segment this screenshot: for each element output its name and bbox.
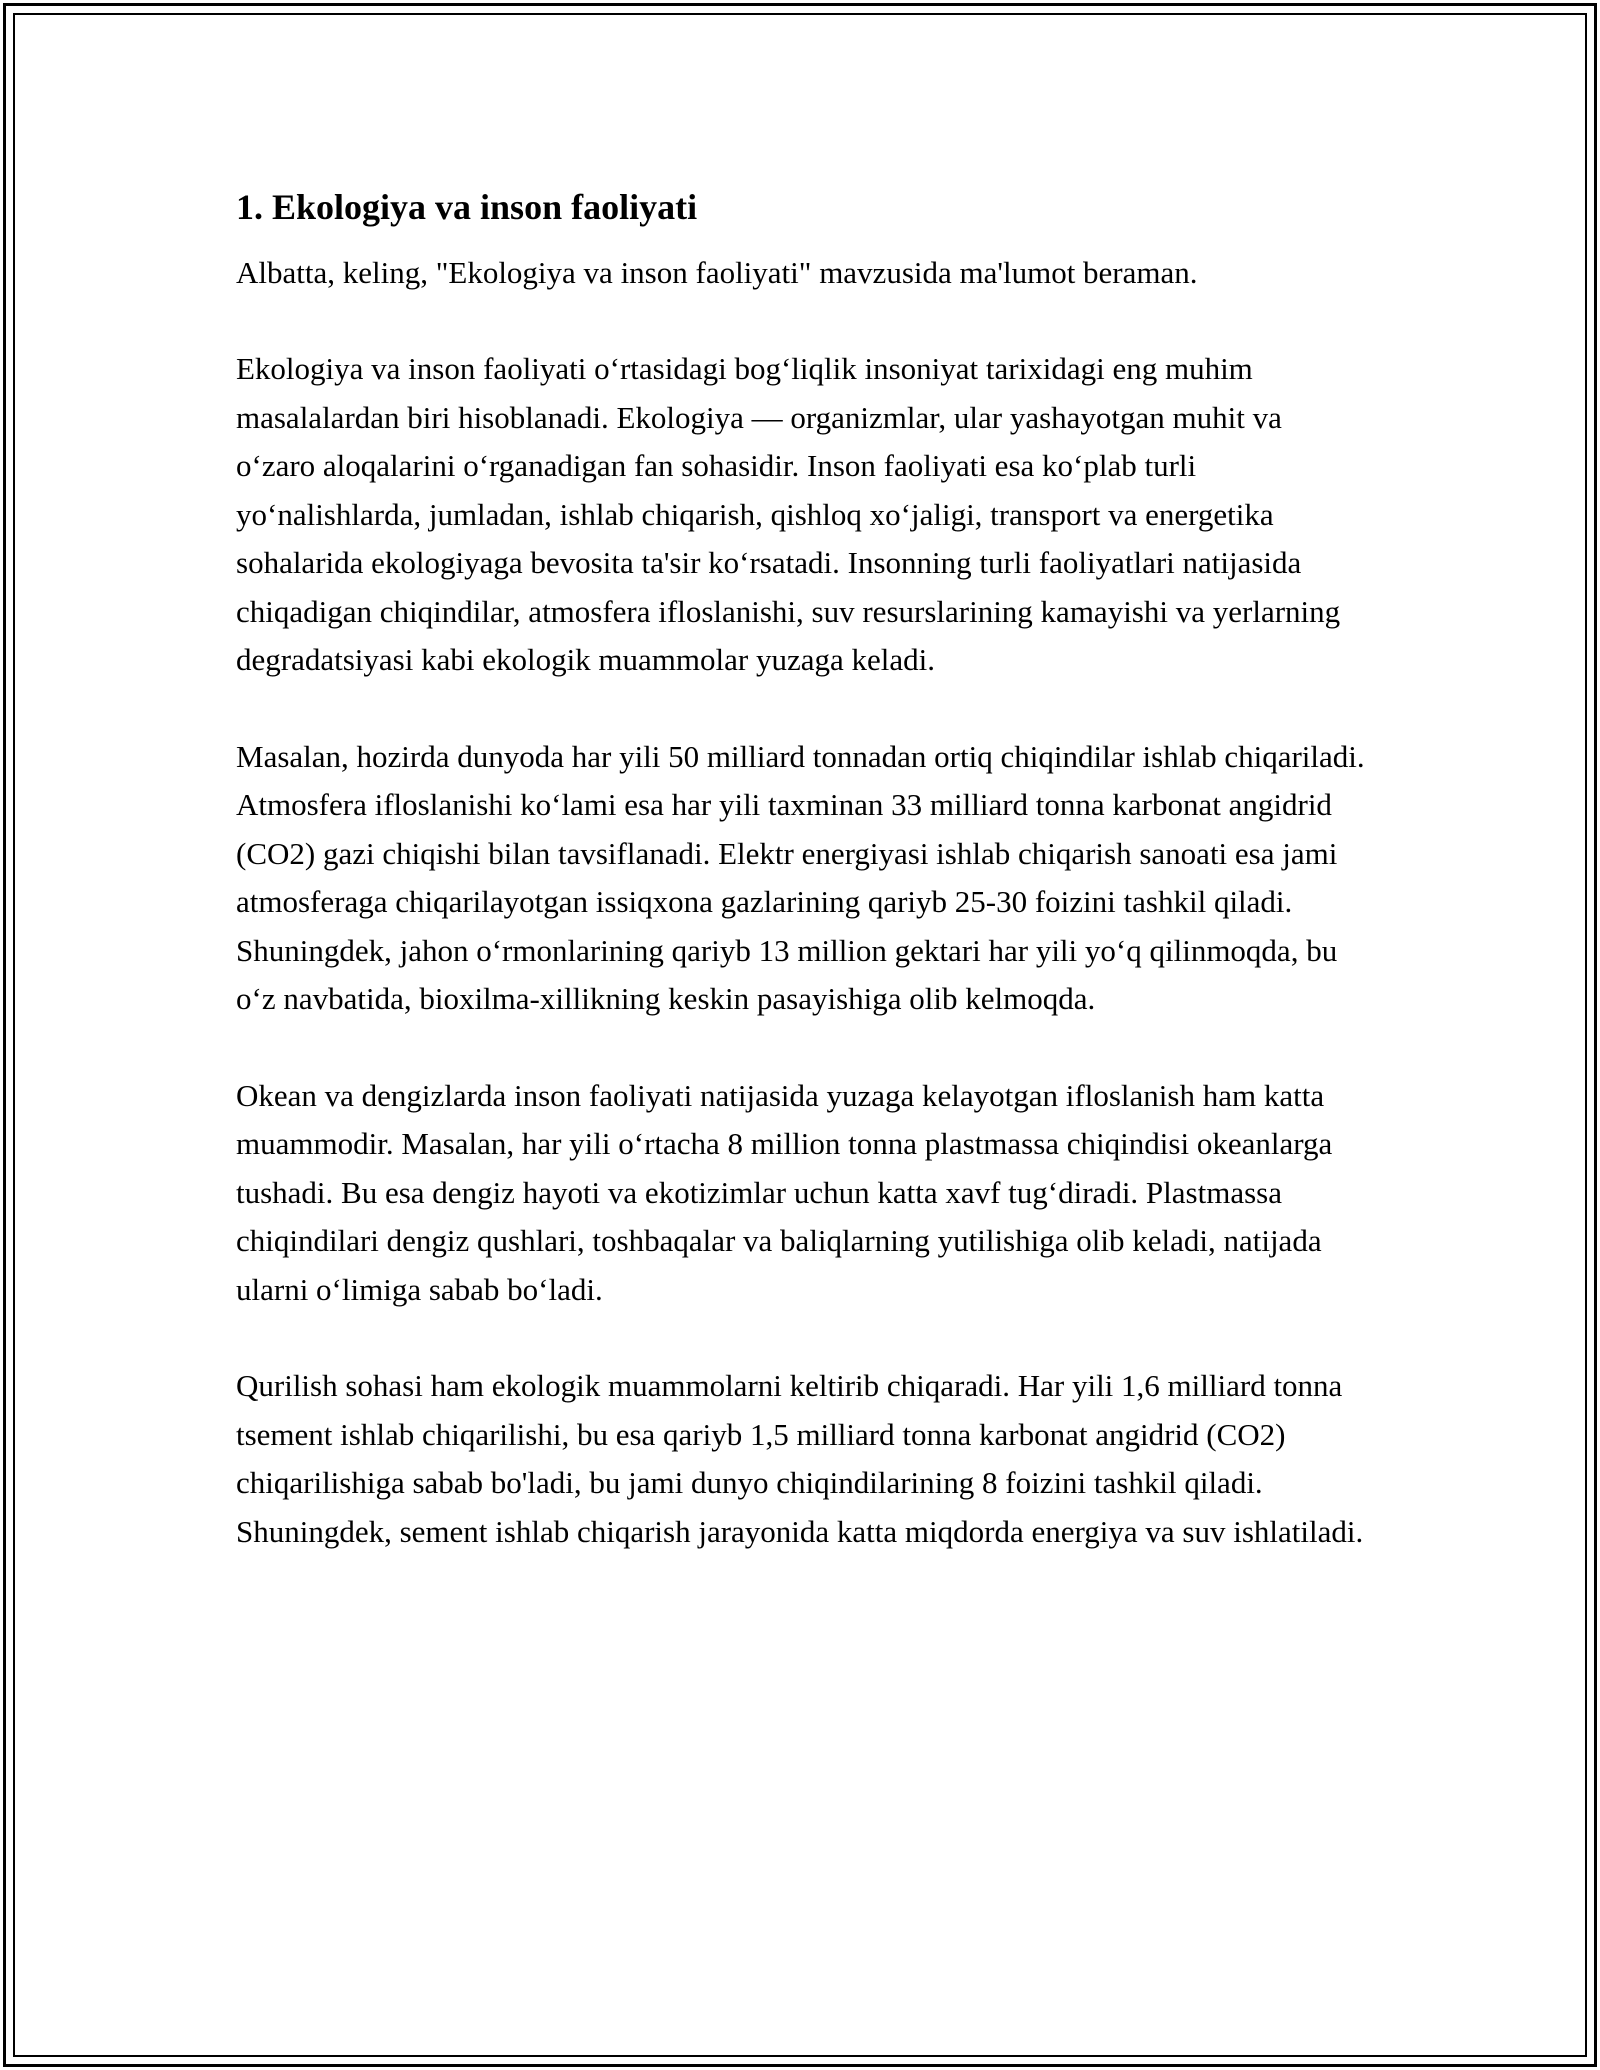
- paragraph-ocean-pollution: Okean va dengizlarda inson faoliyati natijasida yuzaga kelayotgan ifloslanish ham katta muammodir. Masalan, har yili o‘rtacha 8 million tonna plastmassa chiqindisi okeanlarga tushadi. Bu esa dengiz hayoti va ekotizimlar uchun katta xavf tug‘diradi. Plastmassa chiqindilari dengiz qushlari, toshbaqalar va baliqlarning yutilishiga olib keladi, natijada ularni o‘limiga sabab bo‘ladi.: [236, 1077, 1333, 1307]
- paragraph-construction: Qurilish sohasi ham ekologik muammolarni keltirib chiqaradi. Har yili 1,6 milliard tonna tsement ishlab chiqarilishi, bu esa qariyb 1,5 milliard tonna karbonat angidrid (CO2) chiqarilishiga sabab bo'ladi, bu jami dunyo chiqindilarining 8 foizini tashkil qiladi. Shuningdek, sement ishlab chiqarish jarayonida katta miqdorda energiya va suv ishlatiladi.: [236, 1368, 1364, 1549]
- paragraph-intro: Albatta, keling, "Ekologiya va inson faoliyati" mavzusida ma'lumot beraman.: [236, 254, 1198, 290]
- document-body: [236, 184, 1366, 1604]
- paragraph-ecology-definition: Ekologiya va inson faoliyati o‘rtasidagi bog‘liqlik insoniyat tarixidagi eng muhim masalalardan biri hisoblanadi. Ekologiya — organizmlar, ular yashayotgan muhit va o‘zaro aloqalarini o‘rganadigan fan sohasidir. Inson faoliyati esa ko‘plab turli yo‘nalishlarda, jumladan, ishlab chiqarish, qishloq xo‘jaligi, transport va energetika sohalarida ekologiyaga bevosita ta'sir ko‘rsatadi. Insonning turli faoliyatlari natijasida chiqadigan chiqindilar, atmosfera ifloslanishi, suv resurslarining kamayishi va yerlarning degradatsiyasi kabi ekologik muammolar yuzaga keladi.: [236, 351, 1341, 678]
- section-heading: 1. Ekologiya va inson faoliyati: [236, 187, 698, 227]
- paragraph-waste-statistics: Masalan, hozirda dunyoda har yili 50 milliard tonnadan ortiq chiqindilar ishlab chiqariladi. Atmosfera ifloslanishi ko‘lami esa har yili taxminan 33 milliard tonna karbonat angidrid (CO2) gazi chiqishi bilan tavsiflanadi. Elektr energiyasi ishlab chiqarish sanoati esa jami atmosferaga chiqarilayotgan issiqxona gazlarining qariyb 25-30 foizini tashkil qiladi. Shuningdek, jahon o‘rmonlarining qariyb 13 million gektari har yili yo‘q qilinmoqda, bu o‘z navbatida, bioxilma-xillikning keskin pasayishiga olib kelmoqda.: [236, 738, 1365, 1017]
